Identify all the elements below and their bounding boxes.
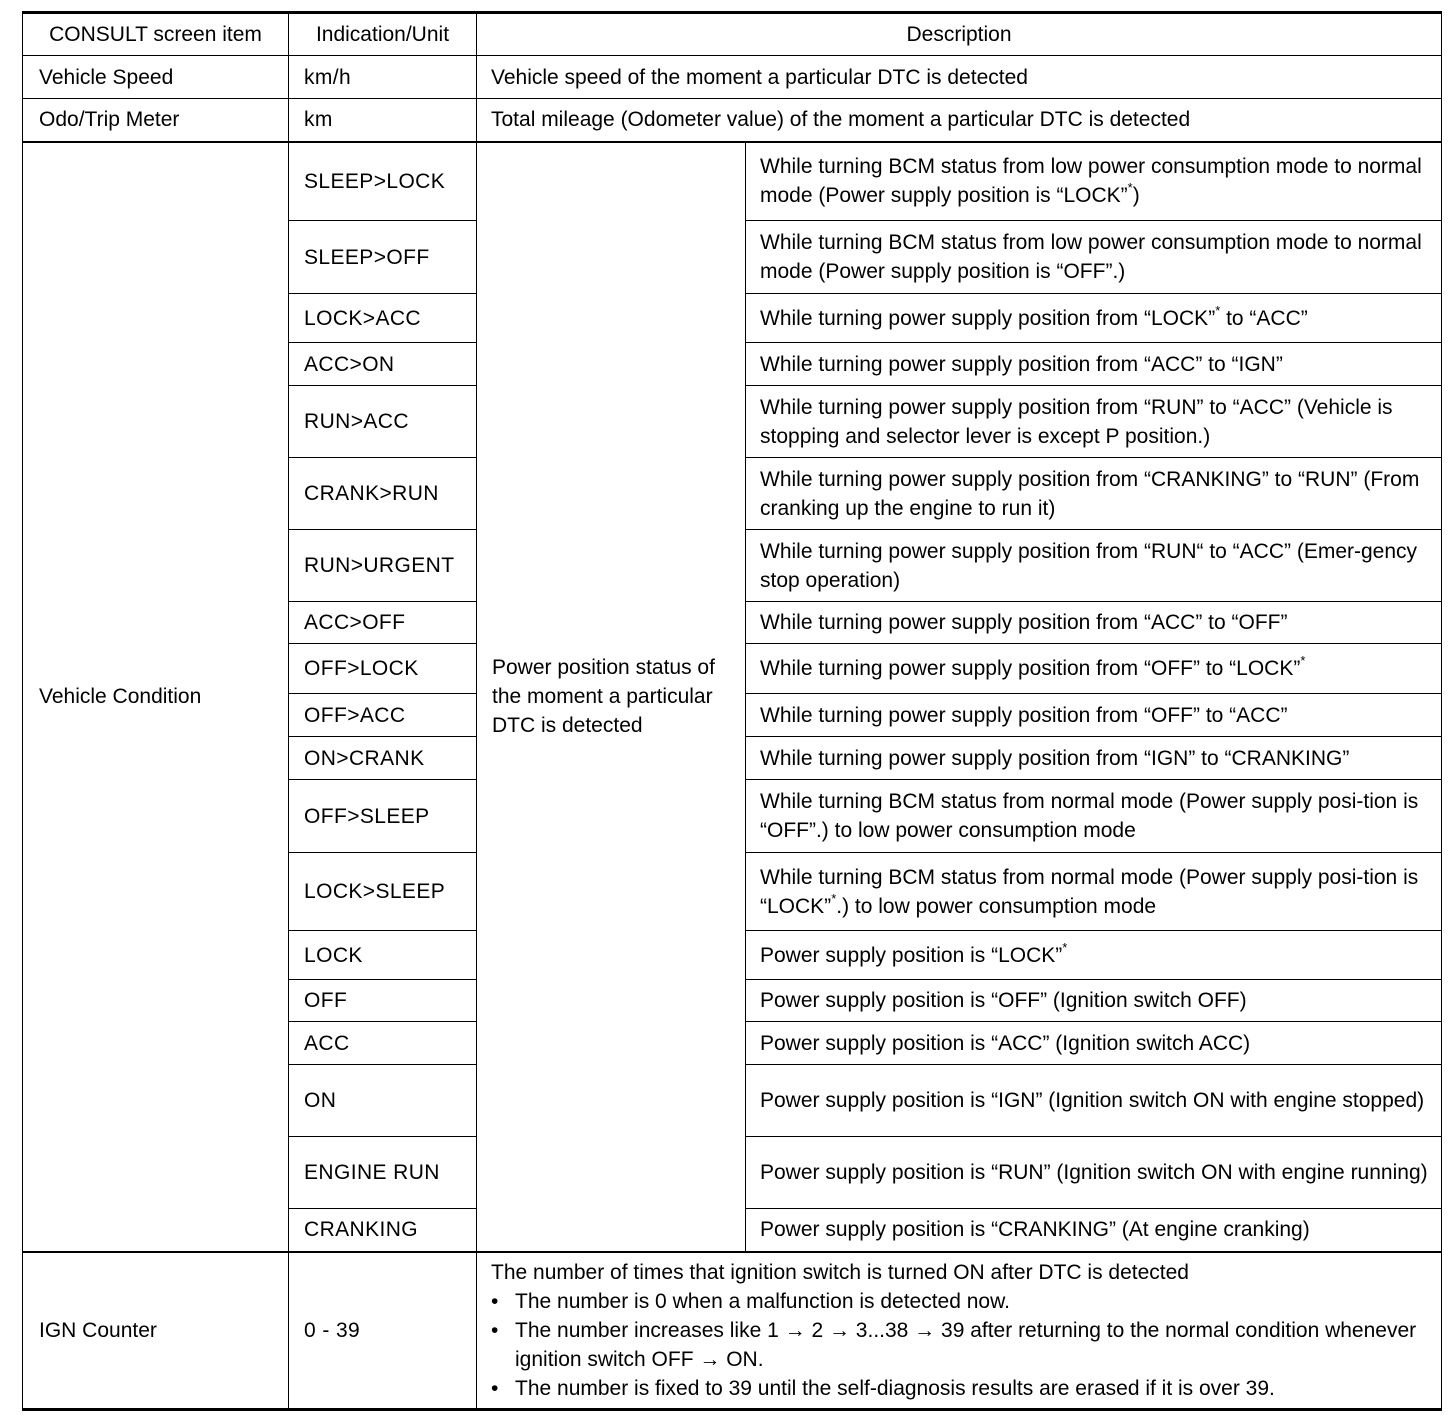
- description-text: While turning power supply position from “IGN” to “CRANKING”: [760, 746, 1350, 770]
- description-text: Power supply position is “LOCK”: [760, 943, 1063, 967]
- footnote-asterisk: *: [831, 890, 837, 906]
- description-cell: [746, 602, 1442, 644]
- description-cell: [746, 1137, 1442, 1209]
- power-position-status-cell: Power position status of the moment a particular DTC is detected: [477, 142, 746, 1252]
- description-text: While turning BCM status from normal mode (Power supply posi-tion is “OFF”.) to low power consumption mode: [760, 790, 1419, 842]
- description-text: While turning power supply position from “LOCK”: [760, 306, 1216, 330]
- indication-cell: ACC: [289, 1022, 477, 1065]
- description-cell: [746, 694, 1442, 737]
- description-text: Power supply position is “ACC” (Ignition switch ACC): [760, 1031, 1251, 1055]
- unit-cell: km/h: [289, 56, 477, 99]
- header-description: Description: [477, 13, 1442, 56]
- description-text: Power supply position is “IGN” (Ignition switch ON with engine stopped): [760, 1089, 1425, 1112]
- consult-data-table: [22, 11, 1442, 1411]
- description-cell: [477, 1252, 1442, 1410]
- bullet-item: • The number is fixed to 39 until the self-diagnosis results are erased if it is over 39.: [491, 1374, 1427, 1403]
- description-text-tail: .) to low power consumption mode: [836, 894, 1157, 918]
- table-row: [23, 56, 1442, 99]
- table-body: [23, 56, 1442, 1410]
- description-cell: [746, 142, 1442, 221]
- description-cell: [746, 853, 1442, 931]
- indication-cell: OFF>SLEEP: [289, 780, 477, 853]
- indication-cell: RUN>ACC: [289, 386, 477, 458]
- description-text: While turning BCM status from normal mode (Power supply posi-tion is “LOCK”: [760, 865, 1419, 918]
- description-text: While turning power supply position from “CRANKING” to “RUN” (From cranking up the engine to run it): [760, 467, 1420, 520]
- description-cell: [746, 980, 1442, 1022]
- table-header-row: [23, 13, 1442, 56]
- table-row: [23, 99, 1442, 142]
- indication-cell: ACC>ON: [289, 343, 477, 386]
- footnote-asterisk: *: [1215, 302, 1221, 318]
- description-text: Power supply position is “OFF” (Ignition switch OFF): [760, 989, 1247, 1012]
- indication-cell: ENGINE RUN: [289, 1137, 477, 1209]
- header-indication-unit: Indication/Unit: [289, 13, 477, 56]
- screen-item-cell: Vehicle Speed: [23, 56, 289, 99]
- description-text: Power supply position is “RUN” (Ignition switch ON with engine running): [760, 1161, 1428, 1184]
- description-text-tail: to “ACC”: [1220, 306, 1308, 330]
- description-cell: [746, 931, 1442, 980]
- bullet-list: [491, 1287, 1427, 1403]
- description-cell: Vehicle speed of the moment a particular DTC is detected: [477, 56, 1442, 99]
- description-cell: [746, 343, 1442, 386]
- indication-cell: LOCK>SLEEP: [289, 853, 477, 931]
- bullet-item: • The number is 0 when a malfunction is detected now.: [491, 1287, 1427, 1316]
- description-text: While turning power supply position from “OFF” to “ACC”: [760, 703, 1288, 727]
- screen-item-cell: Odo/Trip Meter: [23, 99, 289, 142]
- footnote-asterisk: *: [1062, 939, 1068, 955]
- description-cell: [746, 386, 1442, 458]
- footnote-asterisk: *: [1127, 180, 1133, 196]
- unit-cell: km: [289, 99, 477, 142]
- bullet-item: • The number increases like 1 → 2 → 3...38 → 39 after returning to the normal condition whenever ignition switch OFF → ON.: [491, 1316, 1427, 1374]
- description-cell: [746, 1022, 1442, 1065]
- unit-cell: 0 - 39: [289, 1252, 477, 1410]
- indication-cell: OFF: [289, 980, 477, 1022]
- description-cell: [746, 737, 1442, 780]
- description-text: While turning power supply position from “ACC” to “OFF”: [760, 611, 1288, 634]
- description-cell: [746, 221, 1442, 294]
- description-text: Power supply position is “CRANKING” (At engine cranking): [760, 1218, 1310, 1242]
- description-cell: [746, 644, 1442, 694]
- description-cell: [746, 1065, 1442, 1137]
- indication-cell: RUN>URGENT: [289, 530, 477, 602]
- indication-cell: CRANKING: [289, 1209, 477, 1252]
- description-text: While turning power supply position from “ACC” to “IGN”: [760, 352, 1283, 376]
- indication-cell: ON>CRANK: [289, 737, 477, 780]
- indication-cell: OFF>LOCK: [289, 644, 477, 694]
- indication-cell: ACC>OFF: [289, 602, 477, 644]
- indication-cell: OFF>ACC: [289, 694, 477, 737]
- description-text: While turning power supply position from “RUN” to “ACC” (Vehicle is stopping and selector lever is except P position.): [760, 395, 1393, 448]
- indication-cell: SLEEP>OFF: [289, 221, 477, 294]
- description-cell: [746, 458, 1442, 530]
- description-text: While turning BCM status from low power consumption mode to normal mode (Power supply position is “LOCK”: [760, 155, 1422, 208]
- footnote-asterisk: *: [1300, 653, 1306, 668]
- description-text: While turning power supply position from “OFF” to “LOCK”: [760, 657, 1301, 680]
- description-cell: [746, 1209, 1442, 1252]
- indication-cell: CRANK>RUN: [289, 458, 477, 530]
- description-text: While turning BCM status from low power consumption mode to normal mode (Power supply position is “OFF”.): [760, 231, 1422, 283]
- description-cell: [746, 294, 1442, 343]
- description-cell: [746, 530, 1442, 602]
- indication-cell: LOCK>ACC: [289, 294, 477, 343]
- description-cell: [746, 780, 1442, 853]
- description-text: While turning power supply position from “RUN“ to “ACC” (Emer-gency stop operation): [760, 539, 1418, 592]
- ign-counter-intro: The number of times that ignition switch is turned ON after DTC is detected: [491, 1260, 1189, 1284]
- screen-item-cell: IGN Counter: [23, 1252, 289, 1410]
- header-screen-item: CONSULT screen item: [23, 13, 289, 56]
- screen-item-cell: Vehicle Condition: [23, 142, 289, 1252]
- indication-cell: LOCK: [289, 931, 477, 980]
- indication-cell: SLEEP>LOCK: [289, 142, 477, 221]
- table-row: [23, 142, 1442, 221]
- indication-cell: ON: [289, 1065, 477, 1137]
- description-text-tail: ): [1132, 184, 1140, 208]
- description-cell: Total mileage (Odometer value) of the moment a particular DTC is detected: [477, 99, 1442, 142]
- table-row: [23, 1252, 1442, 1410]
